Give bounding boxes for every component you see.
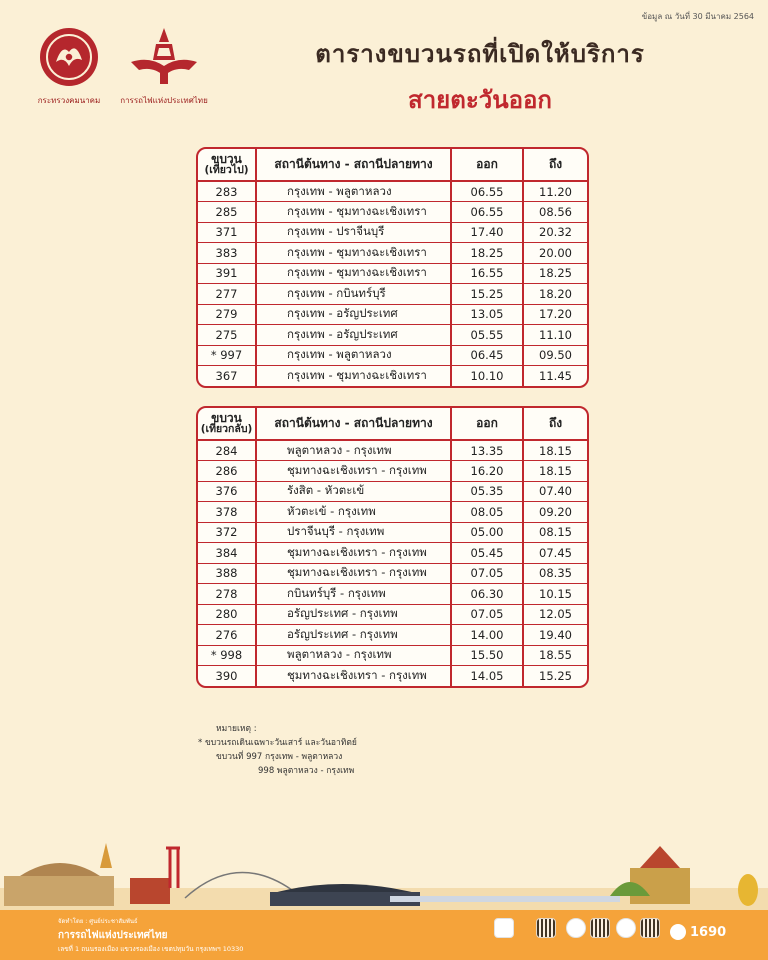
route: กรุงเทพ - พลูตาหลวง <box>256 345 451 366</box>
ministry-seal-icon <box>38 26 100 88</box>
footer-bar <box>0 910 768 960</box>
header-no-line2: (เที่ยวกลับ) <box>200 423 253 436</box>
header-no-line2: (เที่ยวไป) <box>204 164 249 177</box>
table-row <box>198 481 587 502</box>
table-row <box>198 461 587 482</box>
depart-time: 17.40 <box>451 222 523 243</box>
footer-org-name: การรถไฟแห่งประเทศไทย <box>58 930 168 941</box>
depart-time: 16.55 <box>451 263 523 284</box>
depart-time: 06.30 <box>451 584 523 605</box>
train-number: 372 <box>198 522 256 543</box>
table-row <box>198 263 587 284</box>
ministry-logo <box>34 26 104 107</box>
depart-time: 16.20 <box>451 461 523 482</box>
table-row <box>198 325 587 346</box>
depart-time: 06.55 <box>451 202 523 223</box>
arrive-time: 12.05 <box>523 604 587 625</box>
depart-time: 13.35 <box>451 440 523 461</box>
arrive-time: 20.00 <box>523 243 587 264</box>
train-number: 275 <box>198 325 256 346</box>
depart-time: 10.10 <box>451 366 523 387</box>
train-number: 391 <box>198 263 256 284</box>
table-row <box>198 502 587 523</box>
arrive-time: 07.40 <box>523 481 587 502</box>
notes-line3: 998 พลูตาหลวง - กรุงเทพ <box>258 766 355 777</box>
arrive-time: 20.32 <box>523 222 587 243</box>
route: กรุงเทพ - ชุมทางฉะเชิงเทรา <box>256 263 451 284</box>
header-no-line1: ขบวน <box>211 151 242 166</box>
train-number: 371 <box>198 222 256 243</box>
depart-time: 06.55 <box>451 181 523 202</box>
table-row <box>198 522 587 543</box>
train-number: 390 <box>198 666 256 687</box>
train-number: 277 <box>198 284 256 305</box>
table-row <box>198 584 587 605</box>
notes-line1: * ขบวนรถเดินเฉพาะวันเสาร์ และวันอาทิตย์ <box>198 738 357 749</box>
depart-time: 14.05 <box>451 666 523 687</box>
depart-time: 05.35 <box>451 481 523 502</box>
route: กรุงเทพ - ชุมทางฉะเชิงเทรา <box>256 202 451 223</box>
table-row <box>198 304 587 325</box>
route: ชุมทางฉะเชิงเทรา - กรุงเทพ <box>256 461 451 482</box>
phone-icon <box>670 924 686 940</box>
table-row <box>198 181 587 202</box>
train-number-header <box>198 149 256 181</box>
table-row <box>198 563 587 584</box>
depart-time: 15.50 <box>451 645 523 666</box>
depart-time: 08.05 <box>451 502 523 523</box>
line-icon[interactable] <box>616 918 636 938</box>
route: อรัญประเทศ - กรุงเทพ <box>256 604 451 625</box>
train-number: 279 <box>198 304 256 325</box>
train-number: 285 <box>198 202 256 223</box>
table-row <box>198 604 587 625</box>
table-row <box>198 440 587 461</box>
train-number: 284 <box>198 440 256 461</box>
skyline-illustration <box>0 838 768 913</box>
outbound-header-row <box>198 149 587 181</box>
train-number: 286 <box>198 461 256 482</box>
arrive-time: 18.25 <box>523 263 587 284</box>
depart-time: 06.45 <box>451 345 523 366</box>
header-no-line1: ขบวน <box>211 410 242 425</box>
qr-code-icon <box>640 918 660 938</box>
train-number: 283 <box>198 181 256 202</box>
arrive-header: ถึง <box>523 149 587 181</box>
train-number: 378 <box>198 502 256 523</box>
route: หัวตะเข้ - กรุงเทพ <box>256 502 451 523</box>
route: กบินทร์บุรี - กรุงเทพ <box>256 584 451 605</box>
depart-time: 05.55 <box>451 325 523 346</box>
footer-address: เลขที่ 1 ถนนรองเมือง แขวงรองเมือง เขตปทุมวัน กรุงเทพฯ 10330 <box>58 945 244 953</box>
footer-credit: จัดทำโดย : ศูนย์ประชาสัมพันธ์ <box>58 918 138 925</box>
table-row <box>198 645 587 666</box>
route: กรุงเทพ - ชุมทางฉะเชิงเทรา <box>256 366 451 387</box>
notes-line2: ขบวนที่ 997 กรุงเทพ - พลูตาหลวง <box>216 752 343 763</box>
arrive-time: 18.20 <box>523 284 587 305</box>
table-row <box>198 243 587 264</box>
train-number: 383 <box>198 243 256 264</box>
arrive-time: 18.55 <box>523 645 587 666</box>
qr-code-icon <box>536 918 556 938</box>
srt-name: การรถไฟแห่งประเทศไทย <box>120 96 208 105</box>
route: กรุงเทพ - พลูตาหลวง <box>256 181 451 202</box>
route: ชุมทางฉะเชิงเทรา - กรุงเทพ <box>256 666 451 687</box>
route: ชุมทางฉะเชิงเทรา - กรุงเทพ <box>256 543 451 564</box>
table-row <box>198 625 587 646</box>
table-row <box>198 345 587 366</box>
arrive-time: 11.20 <box>523 181 587 202</box>
header-logos <box>34 26 214 106</box>
ministry-name: กระทรวงคมนาคม <box>37 96 101 105</box>
train-number: 276 <box>198 625 256 646</box>
hotline-number: 1690 <box>690 925 727 940</box>
route: กรุงเทพ - อรัญประเทศ <box>256 325 451 346</box>
data-date-note: ข้อมูล ณ วันที่ 30 มีนาคม 2564 <box>641 12 754 21</box>
arrive-time: 15.25 <box>539 669 572 683</box>
arrive-time: 11.10 <box>523 325 587 346</box>
arrive-time: 09.20 <box>523 502 587 523</box>
depart-time: 05.45 <box>451 543 523 564</box>
table-row <box>198 222 587 243</box>
route: กรุงเทพ - อรัญประเทศ <box>256 304 451 325</box>
route: กรุงเทพ - ปราจีนบุรี <box>256 222 451 243</box>
depart-time: 14.00 <box>451 625 523 646</box>
arrive-time: 11.45 <box>539 369 572 383</box>
page-subtitle: สายตะวันออก <box>408 86 552 114</box>
route: ปราจีนบุรี - กรุงเทพ <box>256 522 451 543</box>
train-number: 278 <box>198 584 256 605</box>
arrive-header: ถึง <box>523 408 587 440</box>
outbound-table <box>196 147 589 388</box>
route: พลูตาหลวง - กรุงเทพ <box>256 440 451 461</box>
arrive-time: 10.15 <box>523 584 587 605</box>
inbound-table <box>196 406 589 688</box>
route-header: สถานีต้นทาง - สถานีปลายทาง <box>256 149 451 181</box>
train-number: 280 <box>198 604 256 625</box>
route: ชุมทางฉะเชิงเทรา - กรุงเทพ <box>256 563 451 584</box>
train-number: 376 <box>198 481 256 502</box>
route-header: สถานีต้นทาง - สถานีปลายทาง <box>256 408 451 440</box>
train-number-header <box>198 408 256 440</box>
arrive-time: 09.50 <box>523 345 587 366</box>
train-number: 384 <box>198 543 256 564</box>
table-row <box>198 666 587 687</box>
facebook-icon[interactable] <box>566 918 586 938</box>
arrive-time: 18.15 <box>523 461 587 482</box>
table-row <box>198 366 587 387</box>
depart-time: 13.05 <box>451 304 523 325</box>
depart-time: 07.05 <box>451 604 523 625</box>
table-row <box>198 543 587 564</box>
notes-section <box>198 722 357 778</box>
arrive-time: 08.35 <box>523 563 587 584</box>
table-row <box>198 202 587 223</box>
depart-header: ออก <box>451 149 523 181</box>
arrive-time: 08.56 <box>523 202 587 223</box>
route: กรุงเทพ - ชุมทางฉะเชิงเทรา <box>256 243 451 264</box>
page-title: ตารางขบวนรถที่เปิดให้บริการ <box>315 40 645 68</box>
depart-time: 07.05 <box>451 563 523 584</box>
depart-time: 18.25 <box>451 243 523 264</box>
train-number: * 997 <box>198 345 256 366</box>
route: พลูตาหลวง - กรุงเทพ <box>256 645 451 666</box>
train-number: 388 <box>198 563 256 584</box>
inbound-header-row <box>198 408 587 440</box>
notes-heading: หมายเหตุ : <box>216 724 257 734</box>
arrive-time: 18.15 <box>523 440 587 461</box>
train-number: 367 <box>198 366 256 387</box>
train-number: * 998 <box>198 645 256 666</box>
table-row <box>198 284 587 305</box>
app-icon[interactable] <box>494 918 514 938</box>
depart-time: 05.00 <box>451 522 523 543</box>
depart-header: ออก <box>451 408 523 440</box>
route: อรัญประเทศ - กรุงเทพ <box>256 625 451 646</box>
route: กรุงเทพ - กบินทร์บุรี <box>256 284 451 305</box>
depart-time: 15.25 <box>451 284 523 305</box>
srt-emblem-icon <box>129 26 199 88</box>
route: รังสิต - หัวตะเข้ <box>256 481 451 502</box>
arrive-time: 17.20 <box>523 304 587 325</box>
qr-code-icon <box>590 918 610 938</box>
arrive-time: 19.40 <box>523 625 587 646</box>
srt-logo <box>114 26 214 107</box>
arrive-time: 08.15 <box>523 522 587 543</box>
arrive-time: 07.45 <box>523 543 587 564</box>
